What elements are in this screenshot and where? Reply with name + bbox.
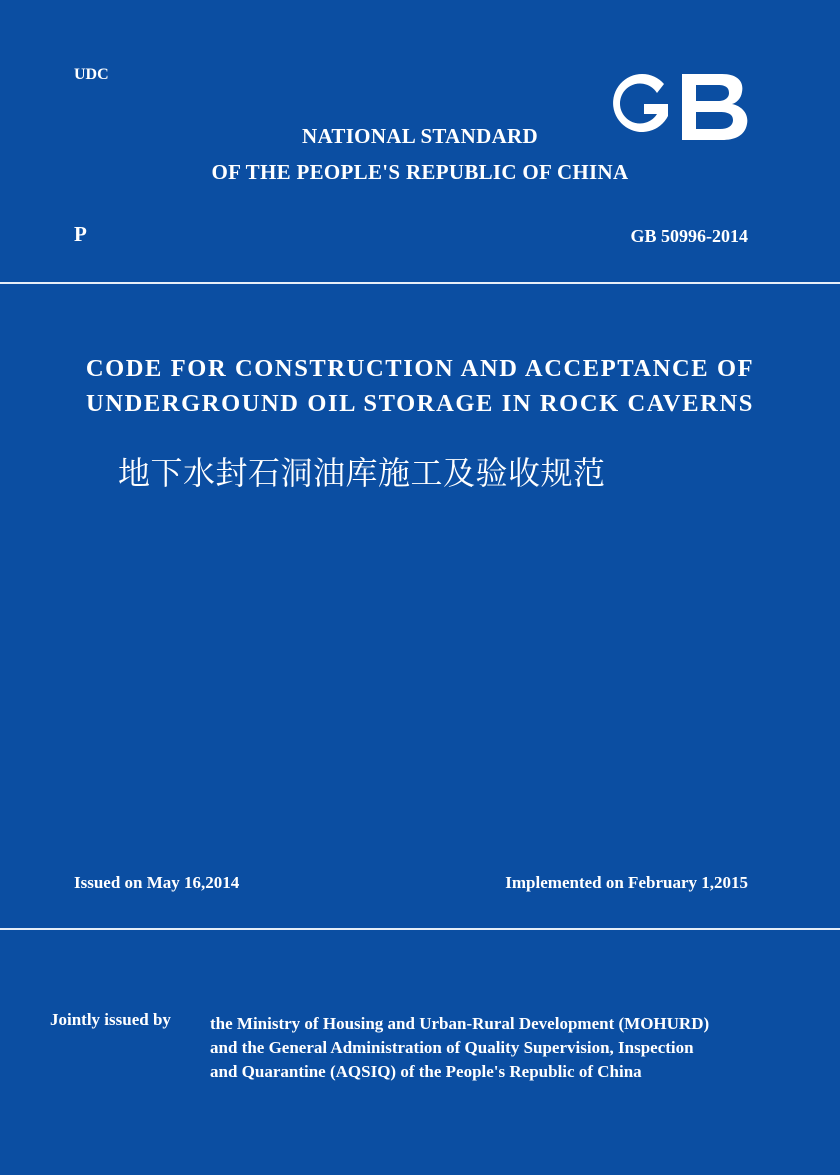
classification-letter: P	[74, 222, 87, 246]
jointly-issued-label: Jointly issued by	[50, 1010, 171, 1029]
issuers-line-1: the Ministry of Housing and Urban-Rural Development (MOHURD)	[210, 1014, 710, 1033]
top-divider	[0, 282, 840, 284]
chinese-title: 地下水封石洞油库施工及验收规范	[118, 454, 606, 492]
english-title-line-1: CODE FOR CONSTRUCTION AND ACCEPTANCE OF	[85, 355, 755, 382]
udc-label: UDC	[74, 66, 109, 83]
issuers-text	[210, 1012, 709, 1084]
issuers-line-2: and the General Administration of Quality Supervision, Inspection	[210, 1038, 694, 1057]
issuers-line-3: and Quarantine (AQSIQ) of the People's Republic of China	[210, 1062, 642, 1081]
country-title: OF THE PEOPLE'S REPUBLIC OF CHINA	[211, 160, 629, 184]
implemented-date: Implemented on February 1,2015	[505, 873, 748, 892]
english-title-line-2: UNDERGROUND OIL STORAGE IN ROCK CAVERNS	[86, 390, 754, 417]
issued-date: Issued on May 16,2014	[74, 873, 240, 892]
bottom-divider	[0, 928, 840, 930]
national-standard-title: NATIONAL STANDARD	[302, 124, 538, 148]
standard-number: GB 50996-2014	[630, 226, 748, 246]
